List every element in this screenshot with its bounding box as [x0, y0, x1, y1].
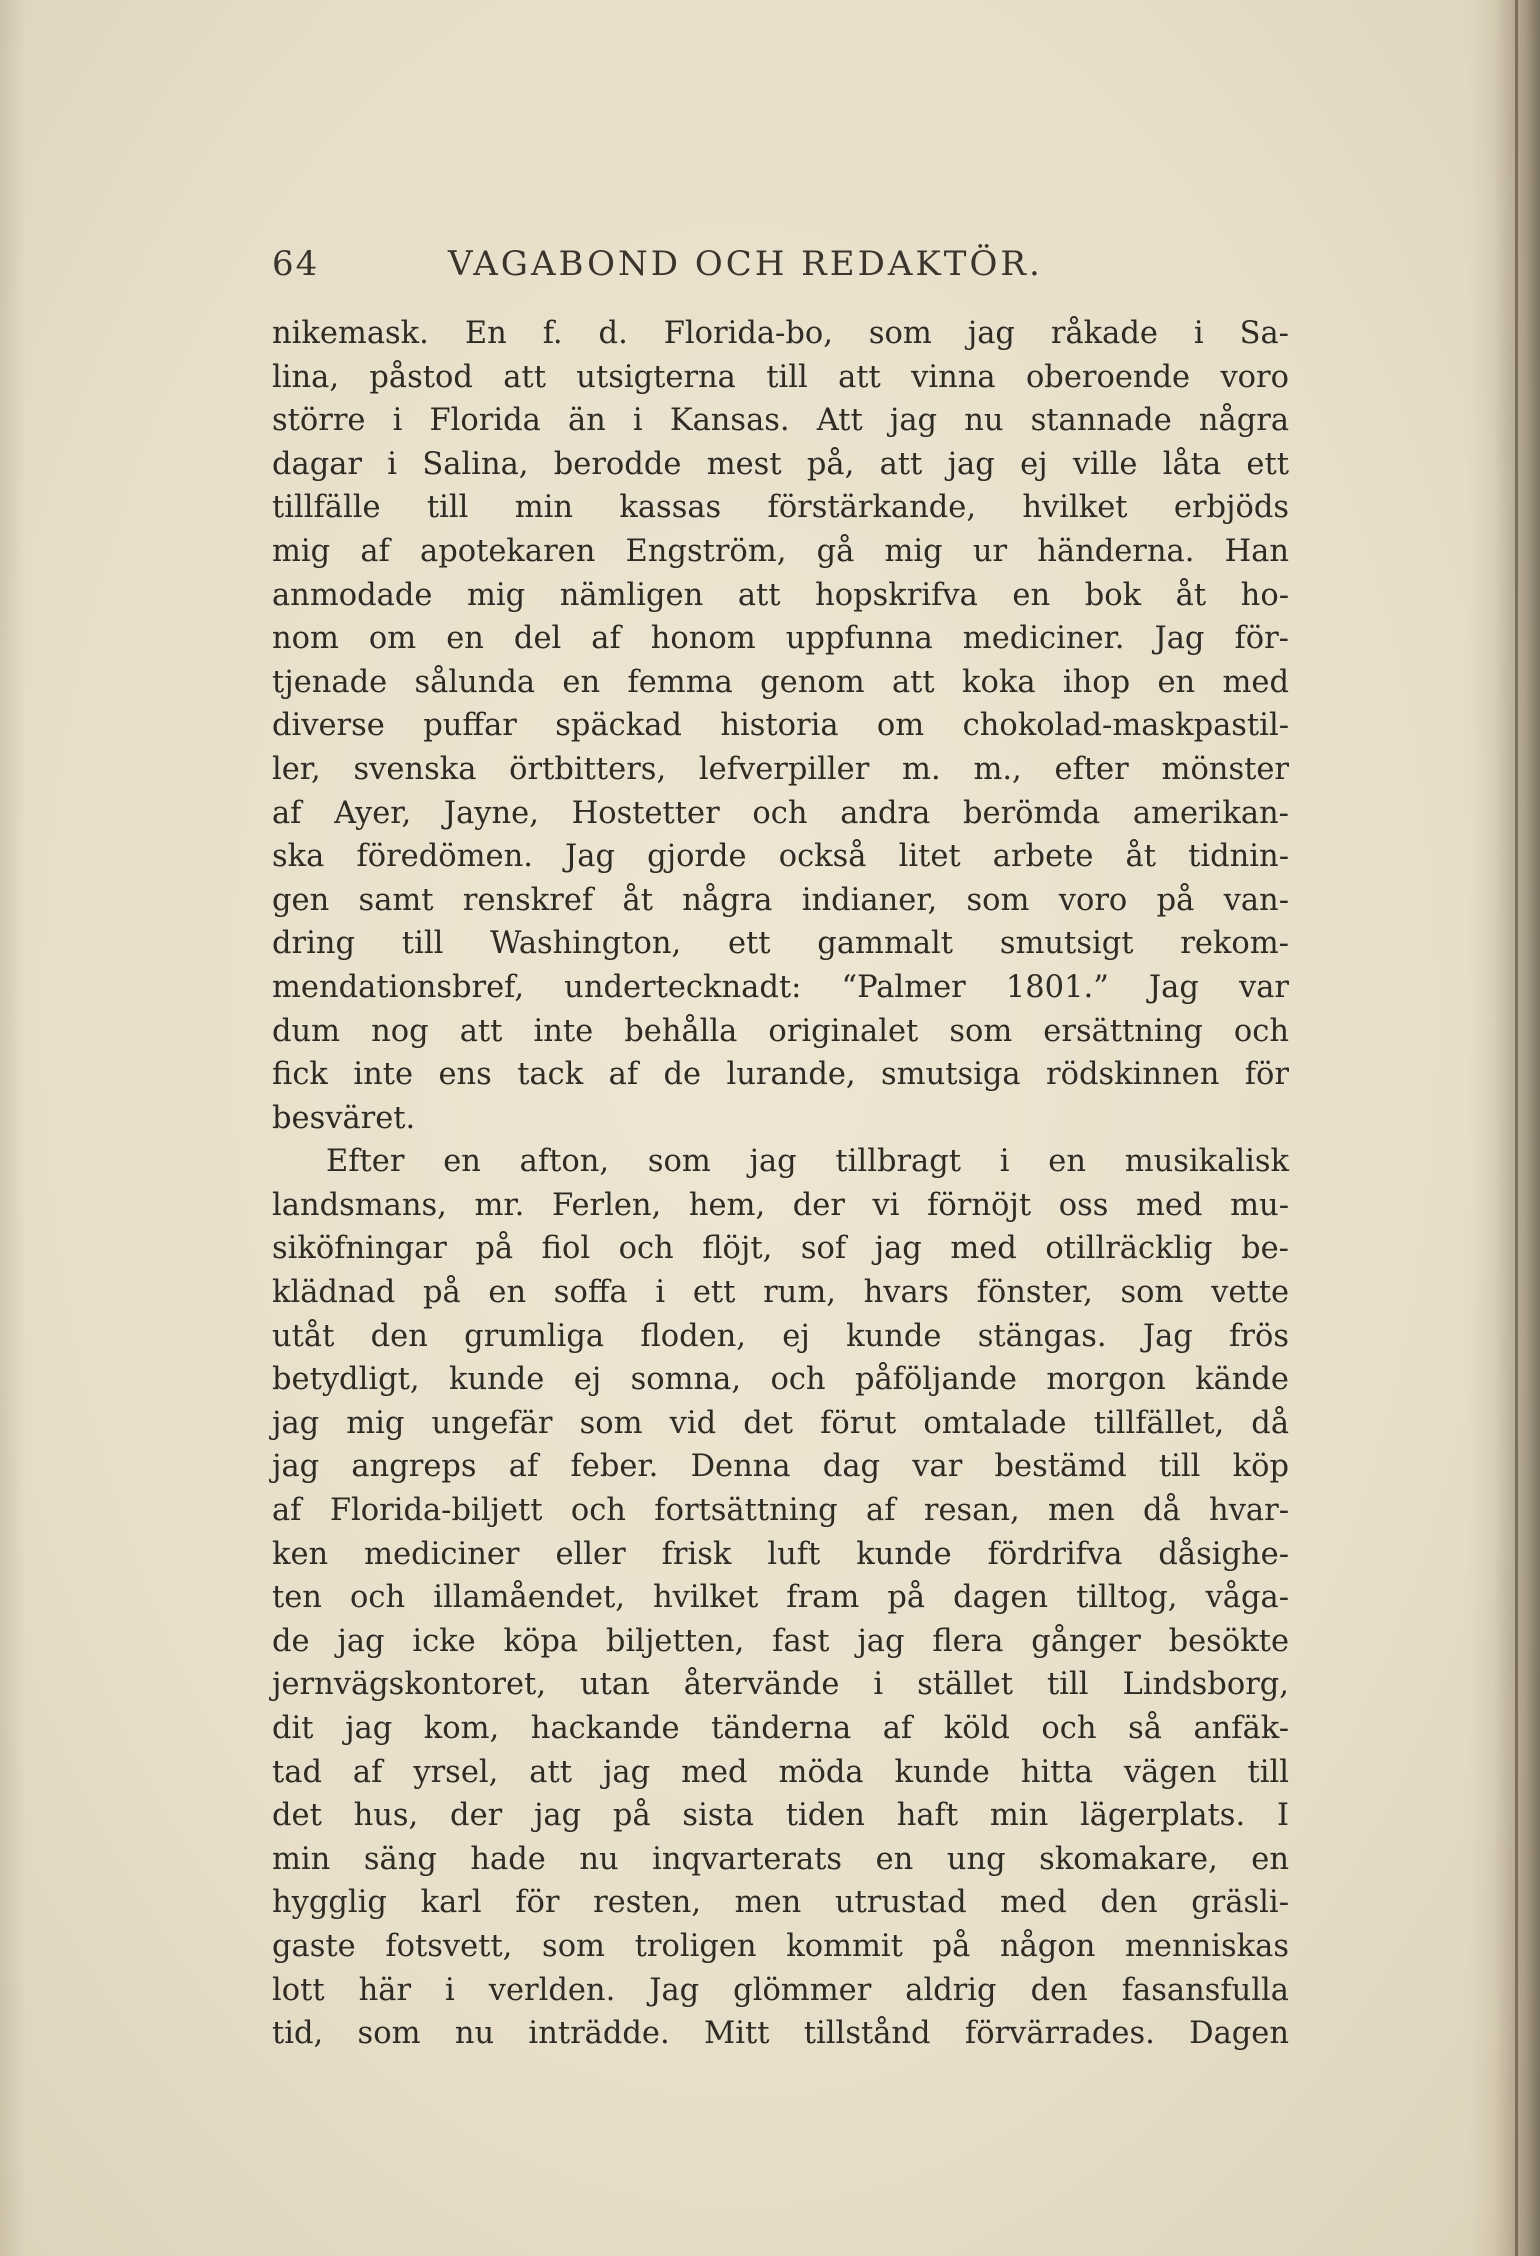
text-line: klädnad på en soffa i ett rum, hvars fönster, som vette [272, 1275, 1289, 1311]
page-number: 64 [272, 244, 320, 284]
text-line: tad af yrsel, att jag med möda kunde hitta vägen till [272, 1754, 1289, 1790]
text-line: dring till Washington, ett gammalt smutsigt rekom- [272, 926, 1289, 962]
text-line: lott här i verlden. Jag glömmer aldrig den fasansfulla [272, 1972, 1289, 2008]
text-line: jernvägskontoret, utan återvände i stället till Lindsborg, [272, 1667, 1289, 1703]
text-line: anmodade mig nämligen att hopskrifva en bok åt ho- [272, 577, 1289, 613]
text-line: ken mediciner eller frisk luft kunde fördrifva dåsighe- [272, 1536, 1289, 1572]
text-line: nikemask. En f. d. Florida-bo, som jag råkade i Sa- [272, 316, 1289, 351]
text-line: ler, svenska örtbitters, lefverpiller m. m., efter mönster [272, 751, 1289, 787]
page-header [272, 244, 1292, 294]
text-line: af Ayer, Jayne, Hostetter och andra berömda amerikan- [272, 795, 1289, 831]
text-line: siköfningar på fiol och flöjt, sof jag med otillräcklig be- [272, 1231, 1289, 1267]
paragraph-start-line: Efter en afton, som jag tillbragt i en musikalisk [326, 1144, 1289, 1180]
text-line: de jag icke köpa biljetten, fast jag flera gånger besökte [272, 1623, 1289, 1659]
text-line: tillfälle till min kassas förstärkande, hvilket erbjöds [272, 490, 1289, 526]
page-left-edge-shading [0, 0, 26, 2256]
text-line: mendationsbref, undertecknadt: “Palmer 1801.” Jag var [272, 969, 1289, 1005]
text-line: dum nog att inte behålla originalet som ersättning och [272, 1013, 1289, 1049]
text-line: ska föredömen. Jag gjorde också litet arbete åt tidnin- [272, 839, 1289, 875]
text-line: det hus, der jag på sista tiden haft min lägerplats. I [272, 1798, 1289, 1834]
text-line: betydligt, kunde ej somna, och påföljande morgon kände [272, 1362, 1289, 1398]
text-line: gaste fotsvett, som troligen kommit på någon menniskas [272, 1928, 1289, 1964]
text-line: mig af apotekaren Engström, gå mig ur händerna. Han [272, 533, 1289, 569]
text-line: landsmans, mr. Ferlen, hem, der vi förnöjt oss med mu- [272, 1187, 1289, 1223]
text-line: nom om en del af honom uppfunna mediciner. Jag för- [272, 621, 1289, 657]
text-line: af Florida-biljett och fortsättning af resan, men då hvar- [272, 1493, 1289, 1529]
text-line: större i Florida än i Kansas. Att jag nu stannade några [272, 403, 1289, 439]
text-line: jag angreps af feber. Denna dag var bestämd till köp [272, 1449, 1289, 1485]
text-line: diverse puffar späckad historia om chokolad-maskpastil- [272, 708, 1289, 744]
text-line: lina, påstod att utsigterna till att vinna oberoende voro [272, 359, 1289, 395]
binding-gutter-shading [1468, 0, 1540, 2256]
text-line: gen samt renskref åt några indianer, som voro på van- [272, 882, 1289, 918]
binding-edge-line [1515, 0, 1518, 2256]
text-line: hygglig karl för resten, men utrustad med den gräsli- [272, 1885, 1289, 1921]
text-line: min säng hade nu inqvarterats en ung skomakare, en [272, 1841, 1289, 1877]
text-line: dagar i Salina, berodde mest på, att jag ej ville låta ett [272, 446, 1289, 482]
body-text [272, 312, 1289, 2056]
text-line: dit jag kom, hackande tänderna af köld och så anfäk- [272, 1711, 1289, 1746]
running-title: VAGABOND OCH REDAKTÖR. [448, 244, 1043, 284]
text-line: utåt den grumliga floden, ej kunde stängas. Jag frös [272, 1318, 1289, 1354]
text-line: ten och illamåendet, hvilket fram på dagen tilltog, våga- [272, 1580, 1289, 1616]
text-line: tjenade sålunda en femma genom att koka ihop en med [272, 664, 1289, 700]
text-line: tid, som nu inträdde. Mitt tillstånd förvärrades. Dagen [272, 2016, 1289, 2052]
paragraph-end-line: besväret. [272, 1100, 416, 1136]
text-line: fick inte ens tack af de lurande, smutsiga rödskinnen för [272, 1057, 1289, 1093]
text-line: jag mig ungefär som vid det förut omtalade tillfället, då [272, 1405, 1289, 1441]
